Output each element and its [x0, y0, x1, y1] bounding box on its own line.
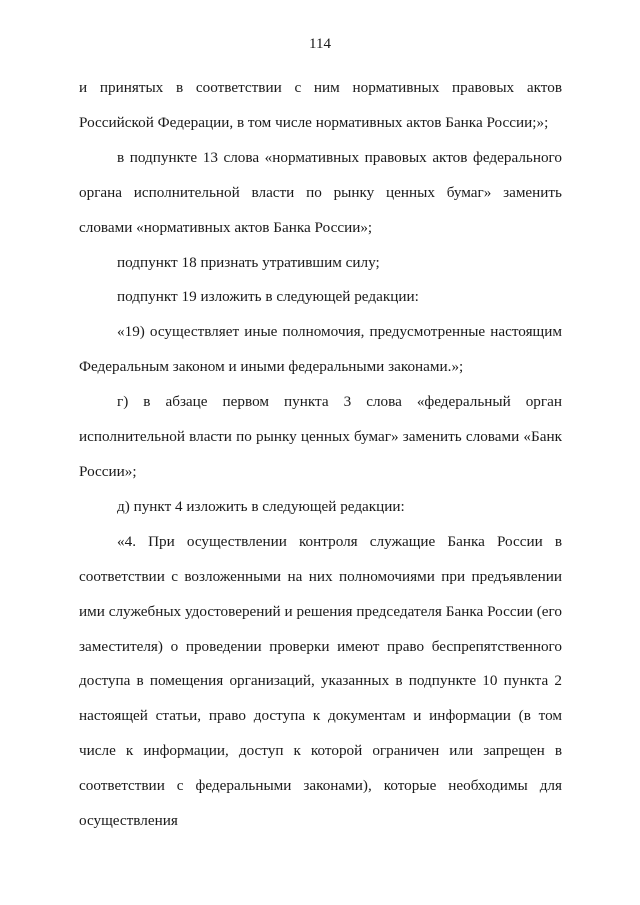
paragraph-point-4: «4. При осуществлении контроля служащие Банка России в соответствии с возложенными на них полномочиями при предъявлении ими служебных удостоверений и решения председателя Банка России (его заместителя) о проведении проверки имеют право беспрепятственного доступа в помещения организаций, указанных в подпункте 10 пункта 2 настоящей статьи, право доступа к документам и информации (в том числе к информации, доступ к которой ограничен или запрещен в соответствии с федеральными законами), которые необходимы для осуществления — [79, 532, 562, 830]
paragraph-subpoint-13: в подпункте 13 слова «нормативных правовых актов федерального органа исполнительной власти по рынку ценных бумаг» заменить словами «нормативных актов Банка России»; — [79, 148, 562, 236]
paragraph-subpoint-18: подпункт 18 признать утратившим силу; — [117, 253, 380, 271]
paragraph-item-d: д) пункт 4 изложить в следующей редакции: — [117, 497, 405, 515]
paragraph-item-g: г) в абзаце первом пункта 3 слова «федеральный орган исполнительной власти по рынку ценных бумаг» заменить словами «Банк России»; — [79, 393, 562, 480]
paragraph-subpoint-19-intro: подпункт 19 изложить в следующей редакции: — [117, 288, 419, 306]
document-body — [79, 71, 562, 839]
paragraph-continuation: и принятых в соответствии с ним нормативных правовых актов Российской Федерации, в том числе нормативных актов Банка России;»; — [79, 79, 562, 131]
page-number: 114 — [309, 36, 331, 52]
paragraph-subpoint-19-text: «19) осуществляет иные полномочия, предусмотренные настоящим Федеральным законом и иными федеральными законами.»; — [79, 323, 562, 376]
